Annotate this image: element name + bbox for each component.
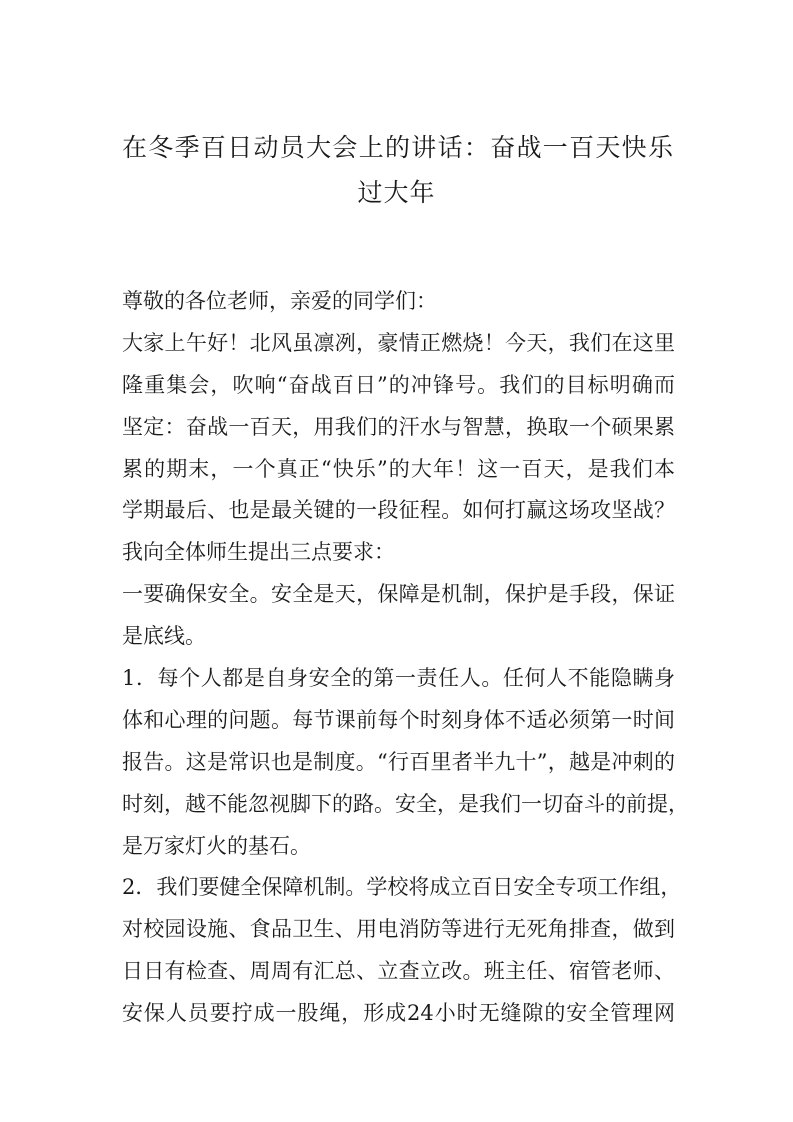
paragraph-line: 大家上午好！北风虽凛冽，豪情正燃烧！今天，我们在这里 <box>122 330 675 355</box>
section-heading-1: 一要确保安全。安全是天，保障是机制，保护是手段，保证 <box>122 582 675 607</box>
paragraph-line: 对校园设施、食品卫生、用电消防等进行无死角排查，做到 <box>122 917 675 942</box>
paragraph-line: 日日有检查、周周有汇总、立查立改。班主任、宿管老师、 <box>122 959 675 984</box>
list-item-1: 1．每个人都是自身安全的第一责任人。任何人不能隐瞒身 <box>122 666 675 691</box>
paragraph-line: 体和心理的问题。每节课前每个时刻身体不适必须第一时间 <box>122 707 675 732</box>
paragraph-line: 时刻，越不能忽视脚下的路。安全，是我们一切奋斗的前提， <box>122 791 689 816</box>
paragraph-line: 坚定：奋战一百天，用我们的汗水与智慧，换取一个硕果累 <box>122 414 675 439</box>
paragraph-line: 学期最后、也是最关键的一段征程。如何打赢这场攻坚战？ <box>122 498 675 523</box>
title-line-1: 在冬季百日动员大会上的讲话：奋战一百天快乐 <box>122 133 674 162</box>
paragraph-line: 报告。这是常识也是制度。“行百里者半九十”，越是冲刺的 <box>122 749 675 774</box>
paragraph-line: 是底线。 <box>122 624 206 649</box>
paragraph-line: 安保人员要拧成一股绳，形成24小时无缝隙的安全管理网 <box>122 1001 675 1026</box>
title-line-2: 过大年 <box>357 178 436 207</box>
paragraph-line: 是万家灯火的基石。 <box>122 833 311 858</box>
document-body <box>122 285 689 1039</box>
paragraph-line: 我向全体师生提出三点要求： <box>122 540 395 565</box>
salutation: 尊敬的各位老师，亲爱的同学们： <box>122 289 437 313</box>
paragraph-line: 隆重集会，吹响“奋战百日”的冲锋号。我们的目标明确而 <box>122 372 675 397</box>
list-item-2: 2．我们要健全保障机制。学校将成立百日安全专项工作组， <box>122 875 682 900</box>
paragraph-line: 累的期末，一个真正“快乐”的大年！这一百天，是我们本 <box>122 456 675 481</box>
